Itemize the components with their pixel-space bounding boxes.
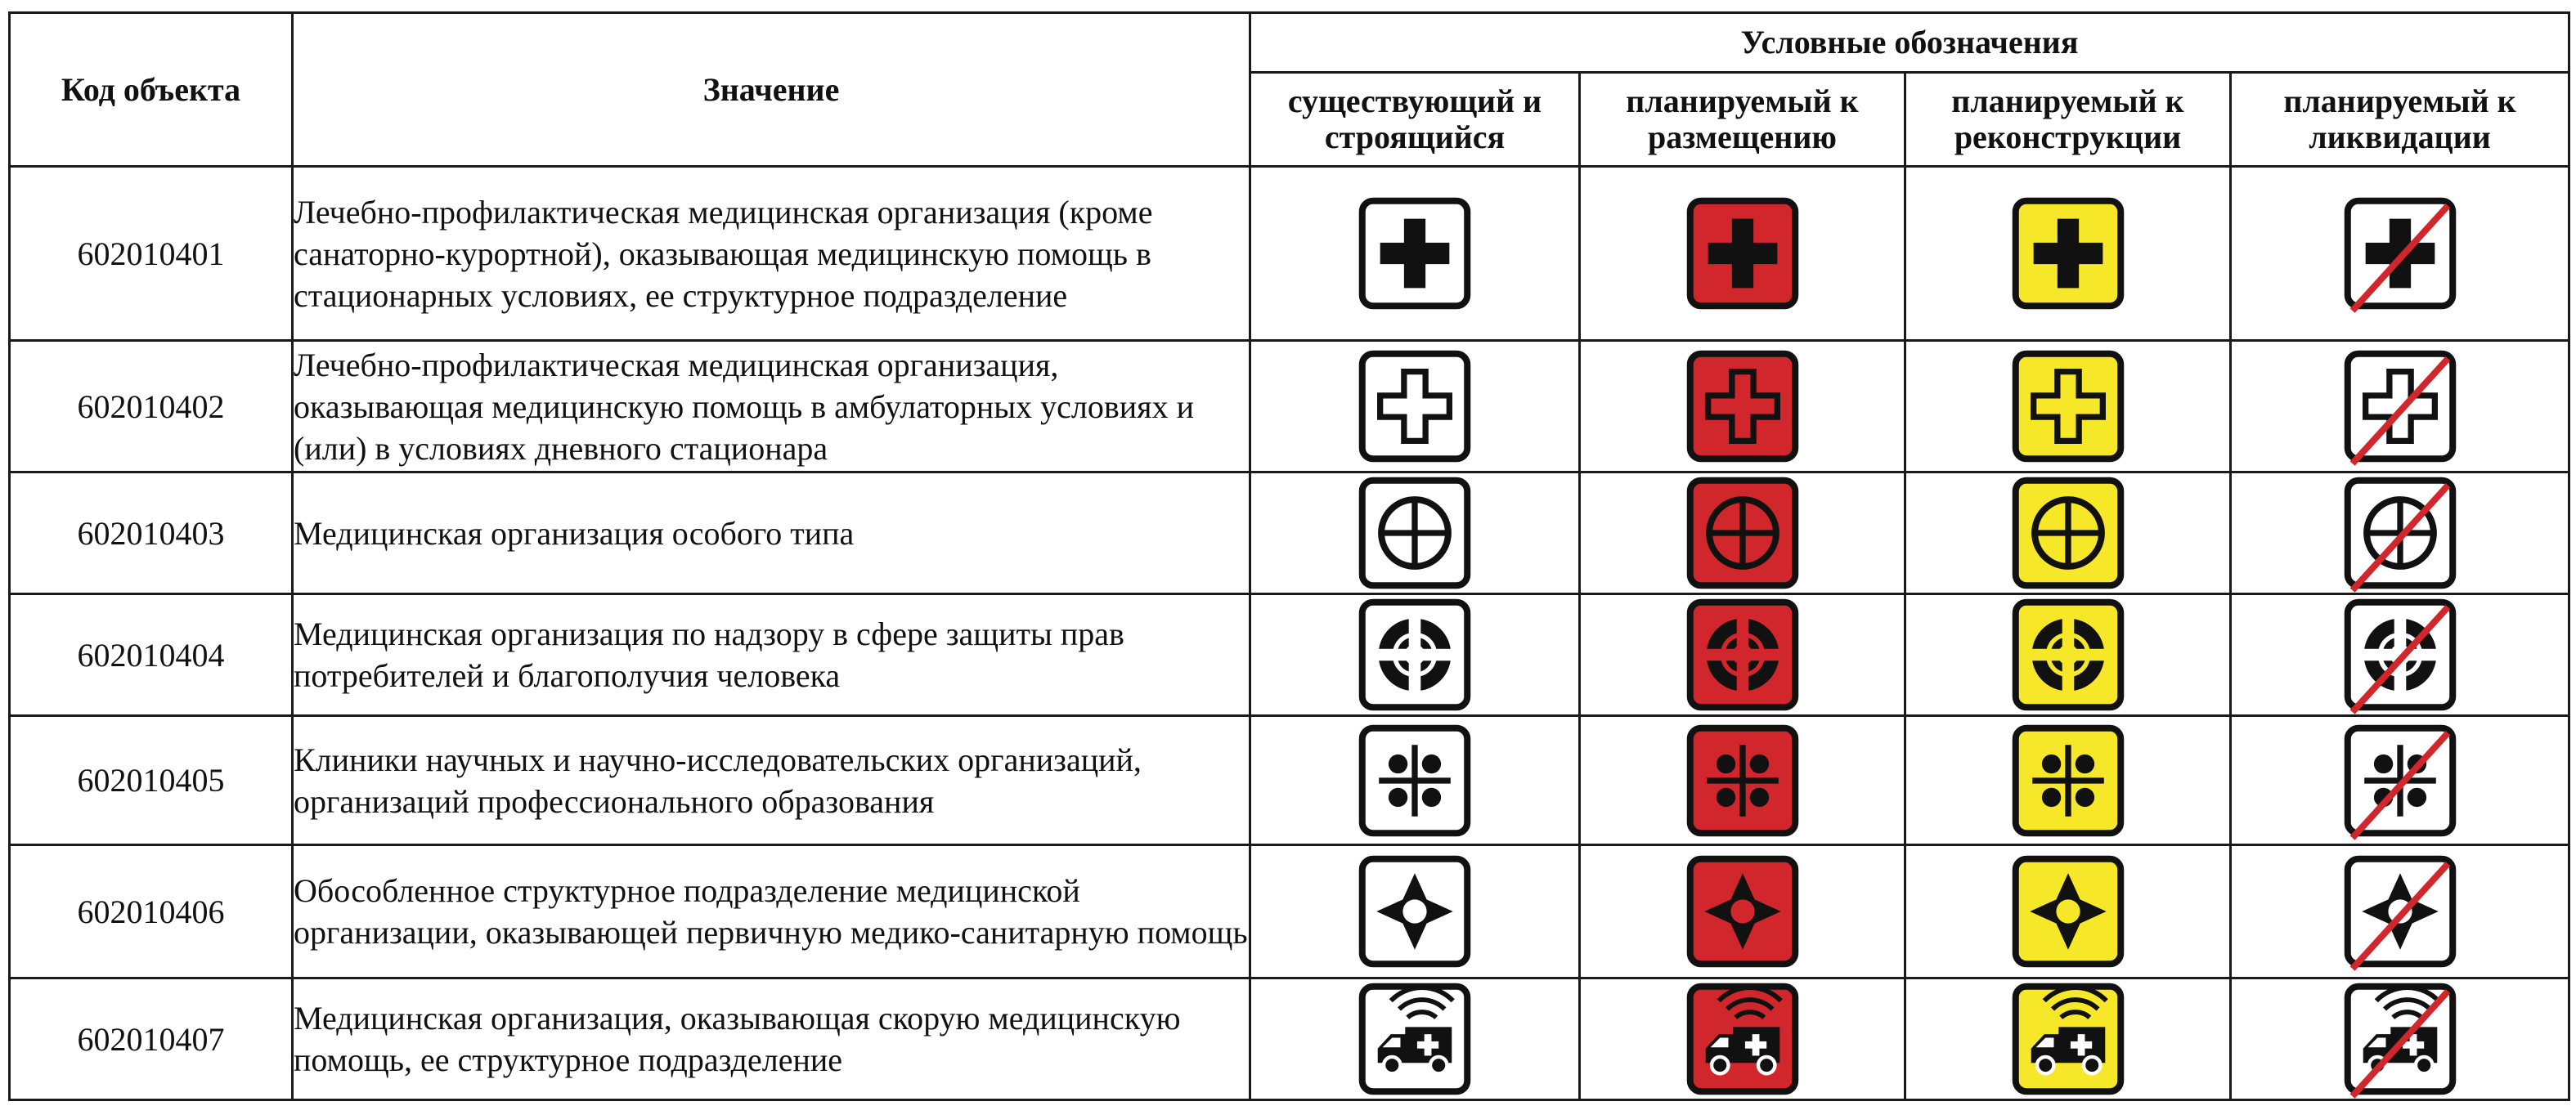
table-row (10, 978, 2569, 1100)
ambulance-signal-icon (2340, 979, 2460, 1099)
table-row (10, 594, 2569, 716)
object-code: 602010405 (10, 716, 293, 845)
header-symbols-group: Условные обозначения (1250, 13, 2569, 73)
symbol-existing (1250, 167, 1580, 341)
cross-four-dots-icon (1683, 721, 1802, 840)
outline-cross-icon (2340, 347, 2460, 466)
outline-cross-icon (1355, 347, 1474, 466)
ambulance-signal-icon (1683, 979, 1802, 1099)
symbol-reconstruction (1905, 978, 2231, 1100)
object-meaning: Обособленное структурное подразделение медицинской организации, оказывающей первичную медико-санитарную помощь (293, 845, 1250, 978)
symbol-existing (1250, 341, 1580, 472)
symbol-planned (1580, 341, 1905, 472)
circled-cross-icon (2008, 473, 2128, 593)
symbol-liquidation (2231, 472, 2569, 594)
table-body (10, 167, 2569, 1100)
solid-cross-icon (2008, 194, 2128, 313)
symbol-reconstruction (1905, 716, 2231, 845)
solid-cross-icon (1355, 194, 1474, 313)
cross-four-dots-icon (2340, 721, 2460, 840)
symbol-liquidation (2231, 845, 2569, 978)
symbol-reconstruction (1905, 845, 2231, 978)
symbol-liquidation (2231, 978, 2569, 1100)
symbol-liquidation (2231, 167, 2569, 341)
symbol-liquidation (2231, 341, 2569, 472)
header-row-top (10, 13, 2569, 73)
segmented-circle-cross-icon (1683, 595, 1802, 714)
symbol-liquidation (2231, 594, 2569, 716)
segmented-circle-cross-icon (1355, 595, 1474, 714)
legend-table (8, 11, 2570, 1101)
cross-four-dots-icon (1355, 721, 1474, 840)
cross-four-dots-icon (2008, 721, 2128, 840)
outline-cross-icon (1683, 347, 1802, 466)
object-meaning: Лечебно-профилактическая медицинская организация, оказывающая медицинскую помощь в амбулаторных условиях и (или) в условиях дневного стационара (293, 341, 1250, 472)
object-code: 602010404 (10, 594, 293, 716)
circled-cross-icon (2340, 473, 2460, 593)
circled-cross-icon (1683, 473, 1802, 593)
symbol-planned (1580, 594, 1905, 716)
ambulance-signal-icon (1355, 979, 1474, 1099)
object-meaning: Лечебно-профилактическая медицинская организация (кроме санаторно-курортной), оказывающая медицинскую помощь в стационарных условиях, ее структурное подразделение (293, 167, 1250, 341)
symbol-planned (1580, 716, 1905, 845)
header-state-reconstruction: планируемый к реконструкции (1905, 73, 2231, 167)
four-point-star-icon (1683, 852, 1802, 971)
table-header (10, 13, 2569, 167)
table-row (10, 716, 2569, 845)
outline-cross-icon (2008, 347, 2128, 466)
ambulance-signal-icon (2008, 979, 2128, 1099)
symbol-planned (1580, 472, 1905, 594)
header-state-planned: планируемый к размещению (1580, 73, 1905, 167)
symbol-liquidation (2231, 716, 2569, 845)
circled-cross-icon (1355, 473, 1474, 593)
solid-cross-icon (2340, 194, 2460, 313)
header-code: Код объекта (10, 13, 293, 167)
header-state-liquidation: планируемый к ликвидации (2231, 73, 2569, 167)
object-meaning: Медицинская организация, оказывающая скорую медицинскую помощь, ее структурное подразделение (293, 978, 1250, 1100)
four-point-star-icon (2008, 852, 2128, 971)
object-code: 602010403 (10, 472, 293, 594)
four-point-star-icon (1355, 852, 1474, 971)
symbol-reconstruction (1905, 167, 2231, 341)
symbol-reconstruction (1905, 594, 2231, 716)
table-row (10, 845, 2569, 978)
symbol-reconstruction (1905, 341, 2231, 472)
object-code: 602010401 (10, 167, 293, 341)
symbol-existing (1250, 472, 1580, 594)
object-code: 602010402 (10, 341, 293, 472)
symbol-existing (1250, 594, 1580, 716)
solid-cross-icon (1683, 194, 1802, 313)
header-meaning: Значение (293, 13, 1250, 167)
symbol-planned (1580, 167, 1905, 341)
object-code: 602010407 (10, 978, 293, 1100)
symbol-existing (1250, 845, 1580, 978)
object-code: 602010406 (10, 845, 293, 978)
table-row (10, 341, 2569, 472)
table-row (10, 167, 2569, 341)
segmented-circle-cross-icon (2340, 595, 2460, 714)
object-meaning: Медицинская организация особого типа (293, 472, 1250, 594)
four-point-star-icon (2340, 852, 2460, 971)
symbol-existing (1250, 978, 1580, 1100)
symbol-planned (1580, 845, 1905, 978)
symbol-existing (1250, 716, 1580, 845)
symbol-reconstruction (1905, 472, 2231, 594)
table-row (10, 472, 2569, 594)
object-meaning: Клиники научных и научно-исследовательских организаций, организаций профессионального образования (293, 716, 1250, 845)
symbol-planned (1580, 978, 1905, 1100)
object-meaning: Медицинская организация по надзору в сфере защиты прав потребителей и благополучия человека (293, 594, 1250, 716)
header-state-existing: существующий и строящийся (1250, 73, 1580, 167)
segmented-circle-cross-icon (2008, 595, 2128, 714)
